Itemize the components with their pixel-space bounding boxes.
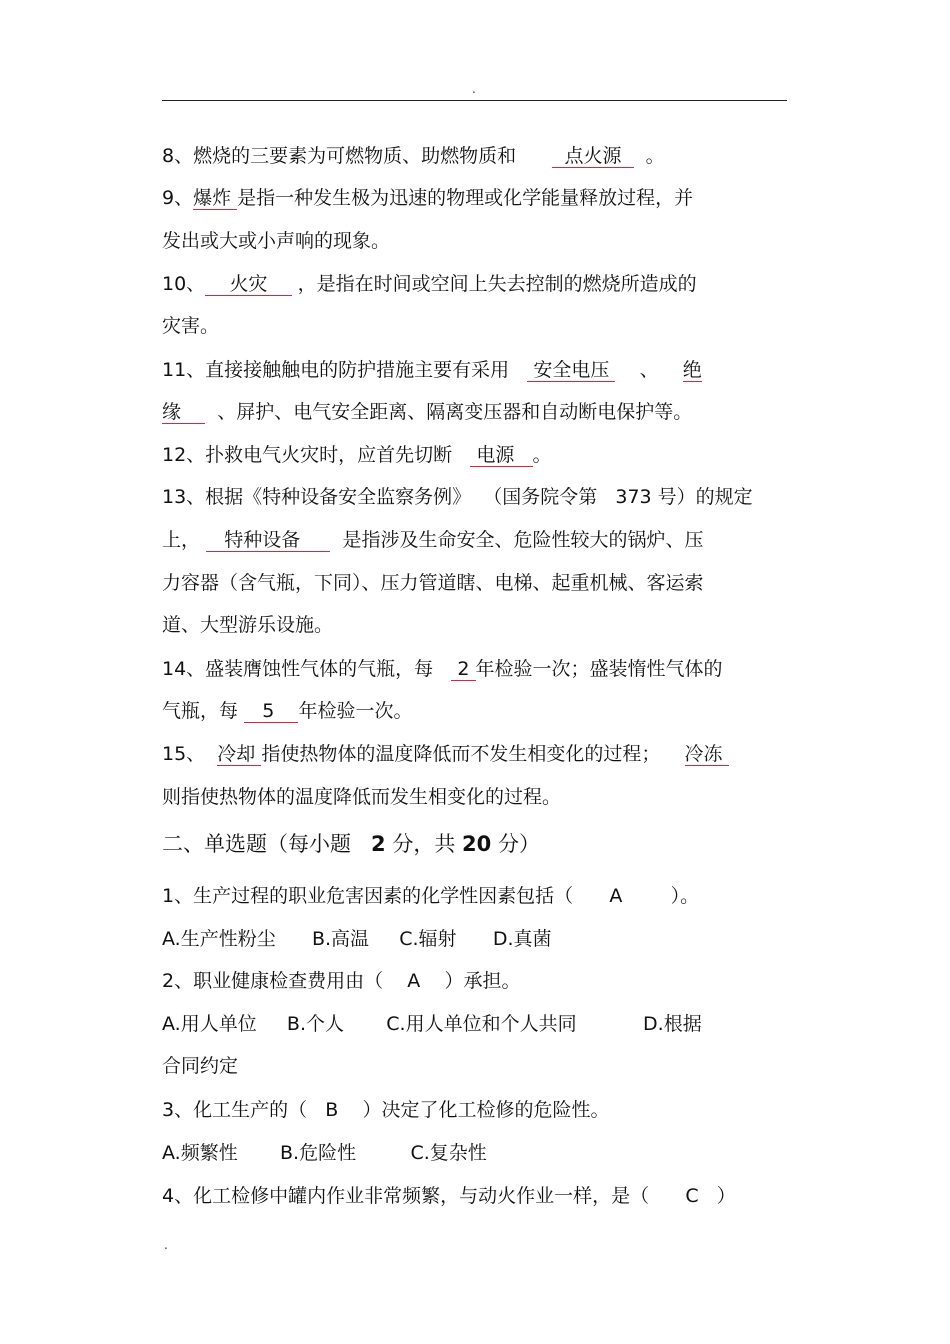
answer-blank: 火灾	[205, 273, 291, 296]
choice-options-1: A.生产性粉尘 B.高温 C.辐射 D.真菌	[162, 928, 552, 950]
answer-blank: 电源	[470, 444, 532, 467]
answer-blank: 冷却	[217, 743, 261, 766]
question-15: 15、 冷却 指使热物体的温度降低而不发生相变化的过程； 冷冻	[162, 742, 729, 766]
question-15-cont: 则指使热物体的温度降低而发生相变化的过程。	[162, 786, 562, 808]
answer-blank: 绝	[682, 359, 702, 381]
question-13-line2: 上， 特种设备 是指涉及生命安全、危险性较大的锅炉、压	[162, 529, 704, 551]
question-13-line3: 力容器（含气瓶，下同）、压力管道瞎、电梯、起重机械、客运索	[162, 572, 704, 594]
answer-letter: A	[609, 885, 623, 907]
answer-letter: C	[685, 1185, 699, 1207]
question-11: 11、直接接触触电的防护措施主要有采用 安全电压 、 绝	[162, 359, 702, 381]
question-10-cont: 灾害。	[162, 315, 220, 337]
question-10: 10、 火灾 ，是指在时间或空间上失去控制的燃烧所造成的	[162, 273, 697, 295]
answer-letter: B	[325, 1099, 339, 1121]
answer-blank: 5	[244, 700, 298, 723]
choice-question-4: 4、化工检修中罐内作业非常频繁，与动火作业一样，是（ C ）	[162, 1185, 736, 1207]
question-11-cont: 缘 、屏护、电气安全距离、隔离变压器和自动断电保护等。	[162, 401, 693, 423]
answer-blank: 点火源	[552, 145, 633, 168]
question-14: 14、盛装膺蚀性气体的气瓶，每 2 年检验一次；盛装惰性气体的	[162, 658, 723, 680]
answer-blank: 安全电压	[527, 359, 615, 382]
answer-letter: A	[407, 970, 421, 992]
answer-blank: 2	[451, 658, 475, 681]
answer-blank: 特种设备	[206, 529, 330, 552]
question-12: 12、扑救电气火灾时，应首先切断 电源 。	[162, 444, 552, 466]
choice-options-2: A.用人单位 B.个人 C.用人单位和个人共同 D.根据	[162, 1013, 702, 1035]
question-8: 8、燃烧的三要素为可燃物质、助燃物质和 点火源 。	[162, 145, 665, 167]
answer-blank: 缘	[162, 401, 205, 424]
choice-options-2-cont: 合同约定	[162, 1055, 239, 1077]
section-2-heading: 二、单选题（每小题 2 分，共 20 分）	[162, 832, 540, 856]
choice-question-2: 2、职业健康检查费用由（ A ）承担。	[162, 970, 521, 992]
question-13-line4: 道、大型游乐设施。	[162, 614, 334, 636]
question-9: 9、爆炸 是指一种发生极为迅速的物理或化学能量释放过程，并	[162, 187, 694, 209]
header-rule	[162, 100, 787, 101]
question-9-cont: 发出或大或小声响的现象。	[162, 230, 391, 252]
header-dot: .	[472, 82, 476, 96]
choice-question-1: 1、生产过程的职业危害因素的化学性因素包括（ A ）。	[162, 885, 700, 907]
footer-dot: .	[164, 1238, 168, 1252]
answer-blank: 冷冻	[685, 743, 729, 766]
answer-blank: 爆炸	[193, 187, 237, 210]
question-14-cont: 气瓶，每 5 年检验一次。	[162, 700, 413, 722]
choice-question-3: 3、化工生产的（ B ）决定了化工检修的危险性。	[162, 1099, 610, 1121]
question-13: 13、根据《特种设备安全监察务例》 （国务院令第 373 号）的规定	[162, 486, 753, 508]
choice-options-3: A.频繁性 B.危险性 C.复杂性	[162, 1142, 487, 1164]
